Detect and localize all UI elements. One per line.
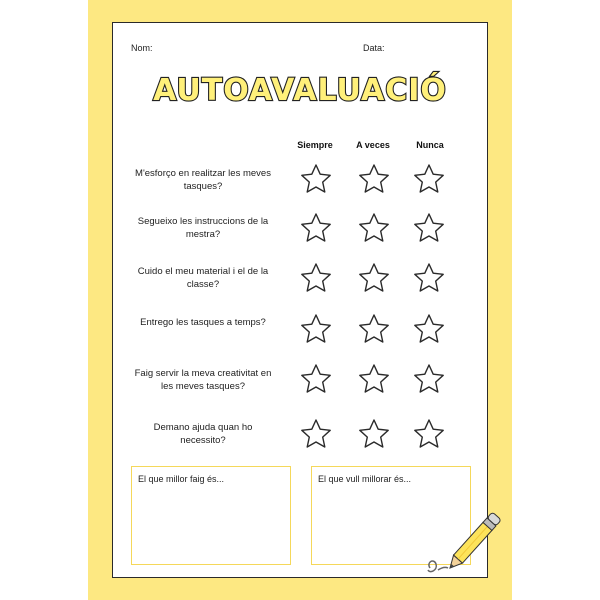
column-header-a-veces: A veces: [356, 140, 390, 150]
question-row: [113, 163, 487, 203]
star-a-veces-icon[interactable]: [358, 163, 390, 195]
worksheet: [112, 22, 488, 578]
star-a-veces-icon[interactable]: [358, 418, 390, 450]
star-siempre-icon[interactable]: [300, 418, 332, 450]
star-siempre-icon[interactable]: [300, 163, 332, 195]
best-at-box[interactable]: [131, 466, 291, 565]
star-nunca-icon[interactable]: [413, 163, 445, 195]
star-nunca-icon[interactable]: [413, 313, 445, 345]
column-header-siempre: Siempre: [297, 140, 333, 150]
name-label: Nom:: [131, 43, 153, 53]
column-header-nunca: Nunca: [416, 140, 444, 150]
question-row: [113, 262, 487, 302]
pencil-icon: [424, 510, 514, 580]
improve-label: El que vull millorar és...: [318, 474, 412, 484]
question-row: [113, 363, 487, 403]
star-nunca-icon[interactable]: [413, 212, 445, 244]
star-nunca-icon[interactable]: [413, 262, 445, 294]
question-text: Entrego les tasques a temps?: [140, 317, 266, 328]
star-siempre-icon[interactable]: [300, 262, 332, 294]
question-text: Demano ajuda quan ho necessito?: [153, 422, 253, 446]
star-nunca-icon[interactable]: [413, 418, 445, 450]
question-row: [113, 212, 487, 252]
question-text: Faig servir la meva creativitat en les meves tasques?: [134, 368, 272, 392]
question-row: [113, 418, 487, 458]
star-siempre-icon[interactable]: [300, 313, 332, 345]
date-label: Data:: [363, 43, 385, 53]
star-a-veces-icon[interactable]: [358, 313, 390, 345]
star-a-veces-icon[interactable]: [358, 212, 390, 244]
question-text: Segueixo les instruccions de la mestra?: [137, 216, 269, 240]
best-at-label: El que millor faig és...: [138, 474, 225, 484]
question-row: [113, 313, 487, 353]
star-siempre-icon[interactable]: [300, 363, 332, 395]
question-text: M'esforço en realitzar les meves tasques?: [135, 168, 271, 192]
star-siempre-icon[interactable]: [300, 212, 332, 244]
page-title: AUTOAVALUACIÓ: [153, 73, 447, 108]
star-nunca-icon[interactable]: [413, 363, 445, 395]
question-text: Cuido el meu material i el de la classe?: [137, 266, 269, 290]
star-a-veces-icon[interactable]: [358, 363, 390, 395]
star-a-veces-icon[interactable]: [358, 262, 390, 294]
